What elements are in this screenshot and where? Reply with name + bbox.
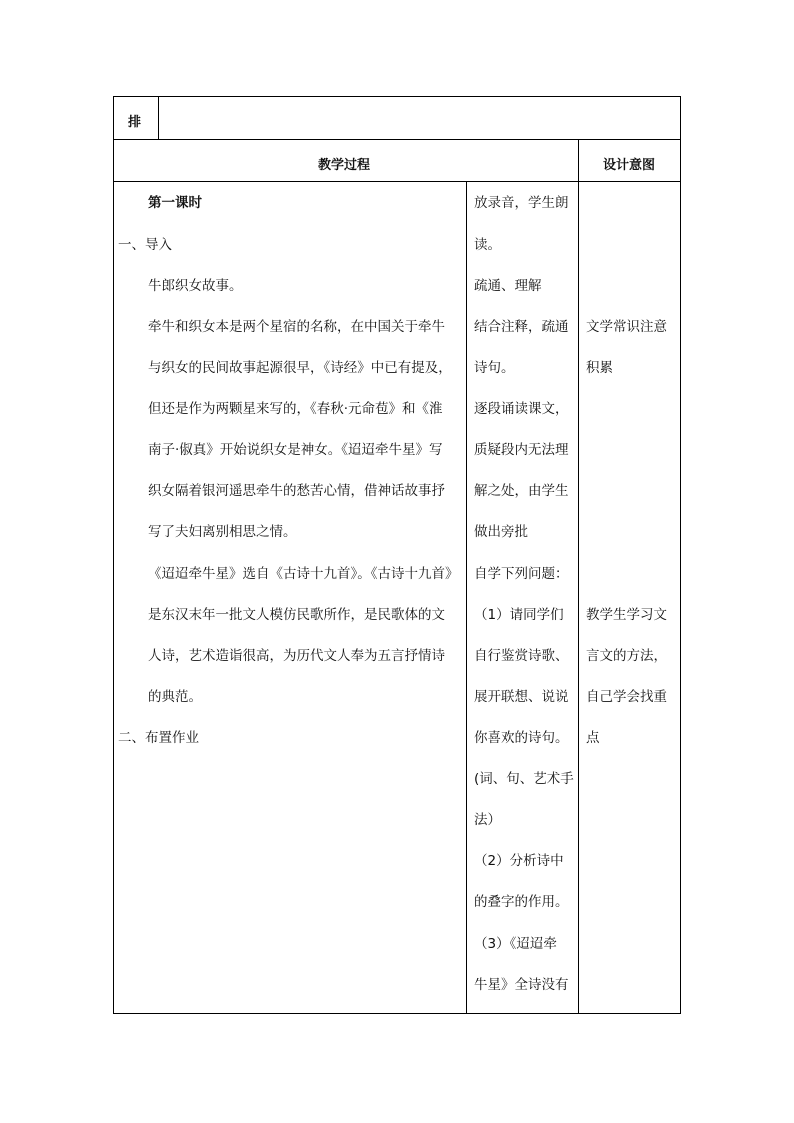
header-intent: 设计意图 <box>603 158 656 173</box>
activity-line: 自行鉴赏诗歌、 <box>474 648 569 664</box>
activity-line: （3）《迢迢牵 <box>474 936 557 952</box>
main-line: 写了夫妇离别相思之情。 <box>148 524 297 540</box>
activity-line: 放录音，学生朗 <box>474 195 569 211</box>
top-row-content-cell <box>158 96 681 140</box>
intent-line: 积累 <box>586 360 613 376</box>
main-line: 牵牛和织女本是两个星宿的名称，在中国关于牵牛 <box>148 319 445 335</box>
main-line: 的典范。 <box>148 689 202 705</box>
intent-line: 言文的方法， <box>586 648 667 664</box>
activity-line: 法） <box>474 812 501 828</box>
main-line: 但还是作为两颗星来写的，《春秋·元命苞》和《淮 <box>148 401 443 417</box>
activity-line: 逐段诵读课文， <box>474 401 569 417</box>
header-process: 教学过程 <box>318 158 371 173</box>
activity-line: 质疑段内无法理 <box>474 442 569 458</box>
activity-line: 解之处，由学生 <box>474 483 569 499</box>
activity-line: 结合注释，疏通 <box>474 319 569 335</box>
activity-line: 做出旁批 <box>474 524 528 540</box>
activity-line: 展开联想、说说 <box>474 689 569 705</box>
main-line: 牛郎织女故事。 <box>148 278 243 294</box>
header-process-cell <box>113 139 579 182</box>
activity-line: 牛星》全诗没有 <box>474 977 569 993</box>
main-content-cell <box>113 181 467 1014</box>
intent-cell <box>578 181 681 1014</box>
main-line: 与织女的民间故事起源很早，《诗经》中已有提及， <box>148 360 452 376</box>
activity-line: 读。 <box>474 237 501 253</box>
activity-line: （2）分析诗中 <box>474 853 564 869</box>
lesson-table <box>113 96 681 1014</box>
top-row-label-cell <box>113 96 159 140</box>
main-line: 二、布置作业 <box>118 730 199 746</box>
activity-line: 自学下列问题： <box>474 566 569 582</box>
main-line: 南子·俶真》开始说织女是神女。《迢迢牵牛星》写 <box>148 442 443 458</box>
activity-line: （1）请同学们 <box>474 607 564 623</box>
activity-cell <box>466 181 579 1014</box>
intent-line: 教学生学习文 <box>586 607 667 623</box>
activity-line: 的叠字的作用。 <box>474 894 569 910</box>
main-line: 一、导入 <box>118 237 172 253</box>
top-row-label: 排 <box>128 115 142 130</box>
activity-line: 疏通、理解 <box>474 278 542 294</box>
main-line: 第一课时 <box>148 195 202 211</box>
intent-line: 文学常识注意 <box>586 319 667 335</box>
activity-line: 你喜欢的诗句。 <box>474 730 569 746</box>
intent-line: 点 <box>586 730 600 746</box>
intent-line: 自己学会找重 <box>586 689 667 705</box>
main-line: 织女隔着银河遥思牵牛的愁苦心情，借神话故事抒 <box>148 483 445 499</box>
main-line: 《迢迢牵牛星》选自《古诗十九首》。《古诗十九首》 <box>148 566 459 582</box>
main-line: 是东汉末年一批文人模仿民歌所作，是民歌体的文 <box>148 607 445 623</box>
activity-line: (词、句、艺术手 <box>474 771 574 787</box>
activity-line: 诗句。 <box>474 360 515 376</box>
main-line: 人诗，艺术造诣很高，为历代文人奉为五言抒情诗 <box>148 648 445 664</box>
header-intent-cell <box>578 139 681 182</box>
